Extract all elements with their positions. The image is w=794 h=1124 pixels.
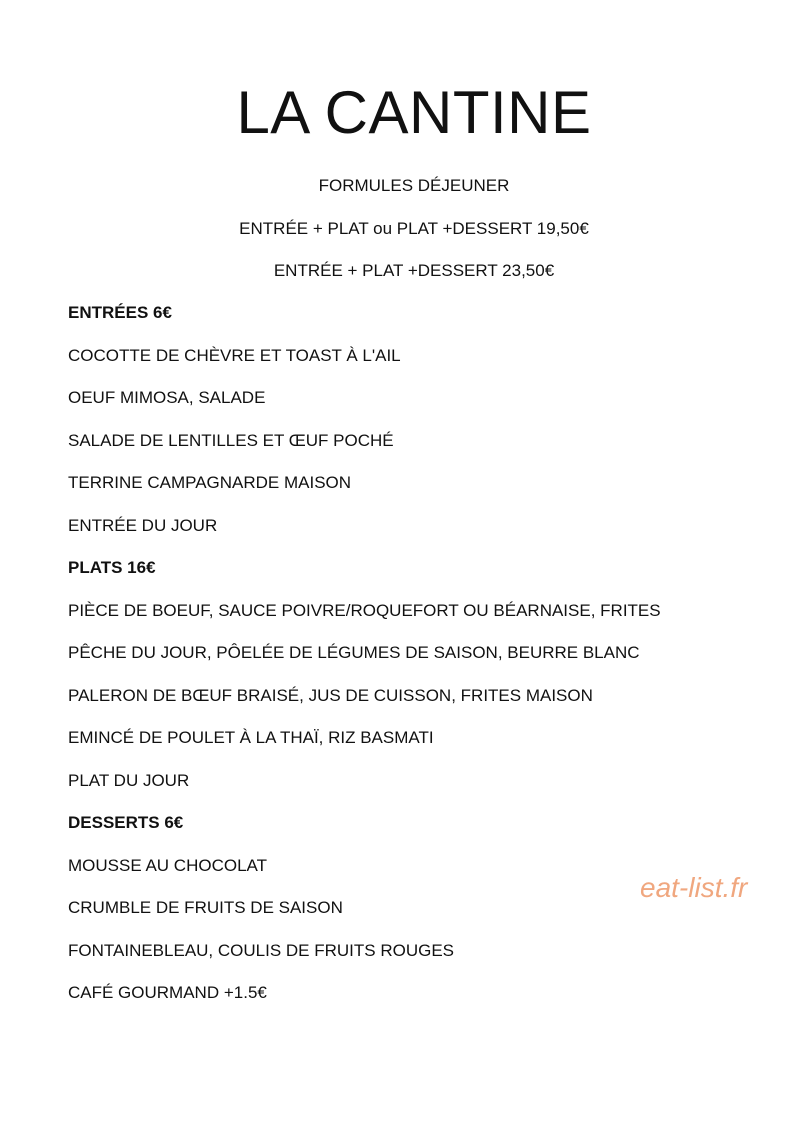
menu-item: OEUF MIMOSA, SALADE — [68, 388, 266, 407]
formulas-title: FORMULES DÉJEUNER — [318, 176, 510, 195]
watermark-text: eat-list.fr — [640, 872, 748, 903]
menu-item: MOUSSE AU CHOCOLAT — [68, 855, 267, 875]
menu-item: EMINCÉ DE POULET À LA THAÏ, RIZ BASMATI — [68, 728, 434, 747]
menu-item: PLAT DU JOUR — [68, 770, 190, 790]
menu-item: COCOTTE DE CHÈVRE ET TOAST À L'AIL — [68, 345, 401, 365]
menu-item: CAFÉ GOURMAND +1.5€ — [68, 983, 267, 1002]
plats-heading: PLATS 16€ — [68, 558, 156, 577]
restaurant-name: LA CANTINE — [236, 79, 592, 146]
desserts-heading: DESSERTS 6€ — [68, 813, 184, 832]
menu-item: PALERON DE BŒUF BRAISÉ, JUS DE CUISSON, FRITES MAISON — [68, 685, 593, 705]
menu-list — [68, 302, 768, 1025]
menu-item: TERRINE CAMPAGNARDE MAISON — [68, 473, 352, 492]
menu-item: ENTRÉE DU JOUR — [68, 515, 218, 535]
formula-option-1: ENTRÉE + PLAT ou PLAT +DESSERT 19,50€ — [239, 219, 589, 238]
menu-item: SALADE DE LENTILLES ET ŒUF POCHÉ — [68, 430, 394, 450]
menu-item: FONTAINEBLEAU, COULIS DE FRUITS ROUGES — [68, 940, 455, 960]
menu-item: PIÈCE DE BOEUF, SAUCE POIVRE/ROQUEFORT OU BÉARNAISE, FRITES — [68, 600, 661, 620]
formula-option-2: ENTRÉE + PLAT +DESSERT 23,50€ — [273, 261, 555, 280]
entrees-heading: ENTRÉES 6€ — [68, 303, 172, 322]
menu-item: CRUMBLE DE FRUITS DE SAISON — [68, 898, 343, 917]
menu-item: PÊCHE DU JOUR, PÔELÉE DE LÉGUMES DE SAISON, BEURRE BLANC — [68, 643, 640, 662]
